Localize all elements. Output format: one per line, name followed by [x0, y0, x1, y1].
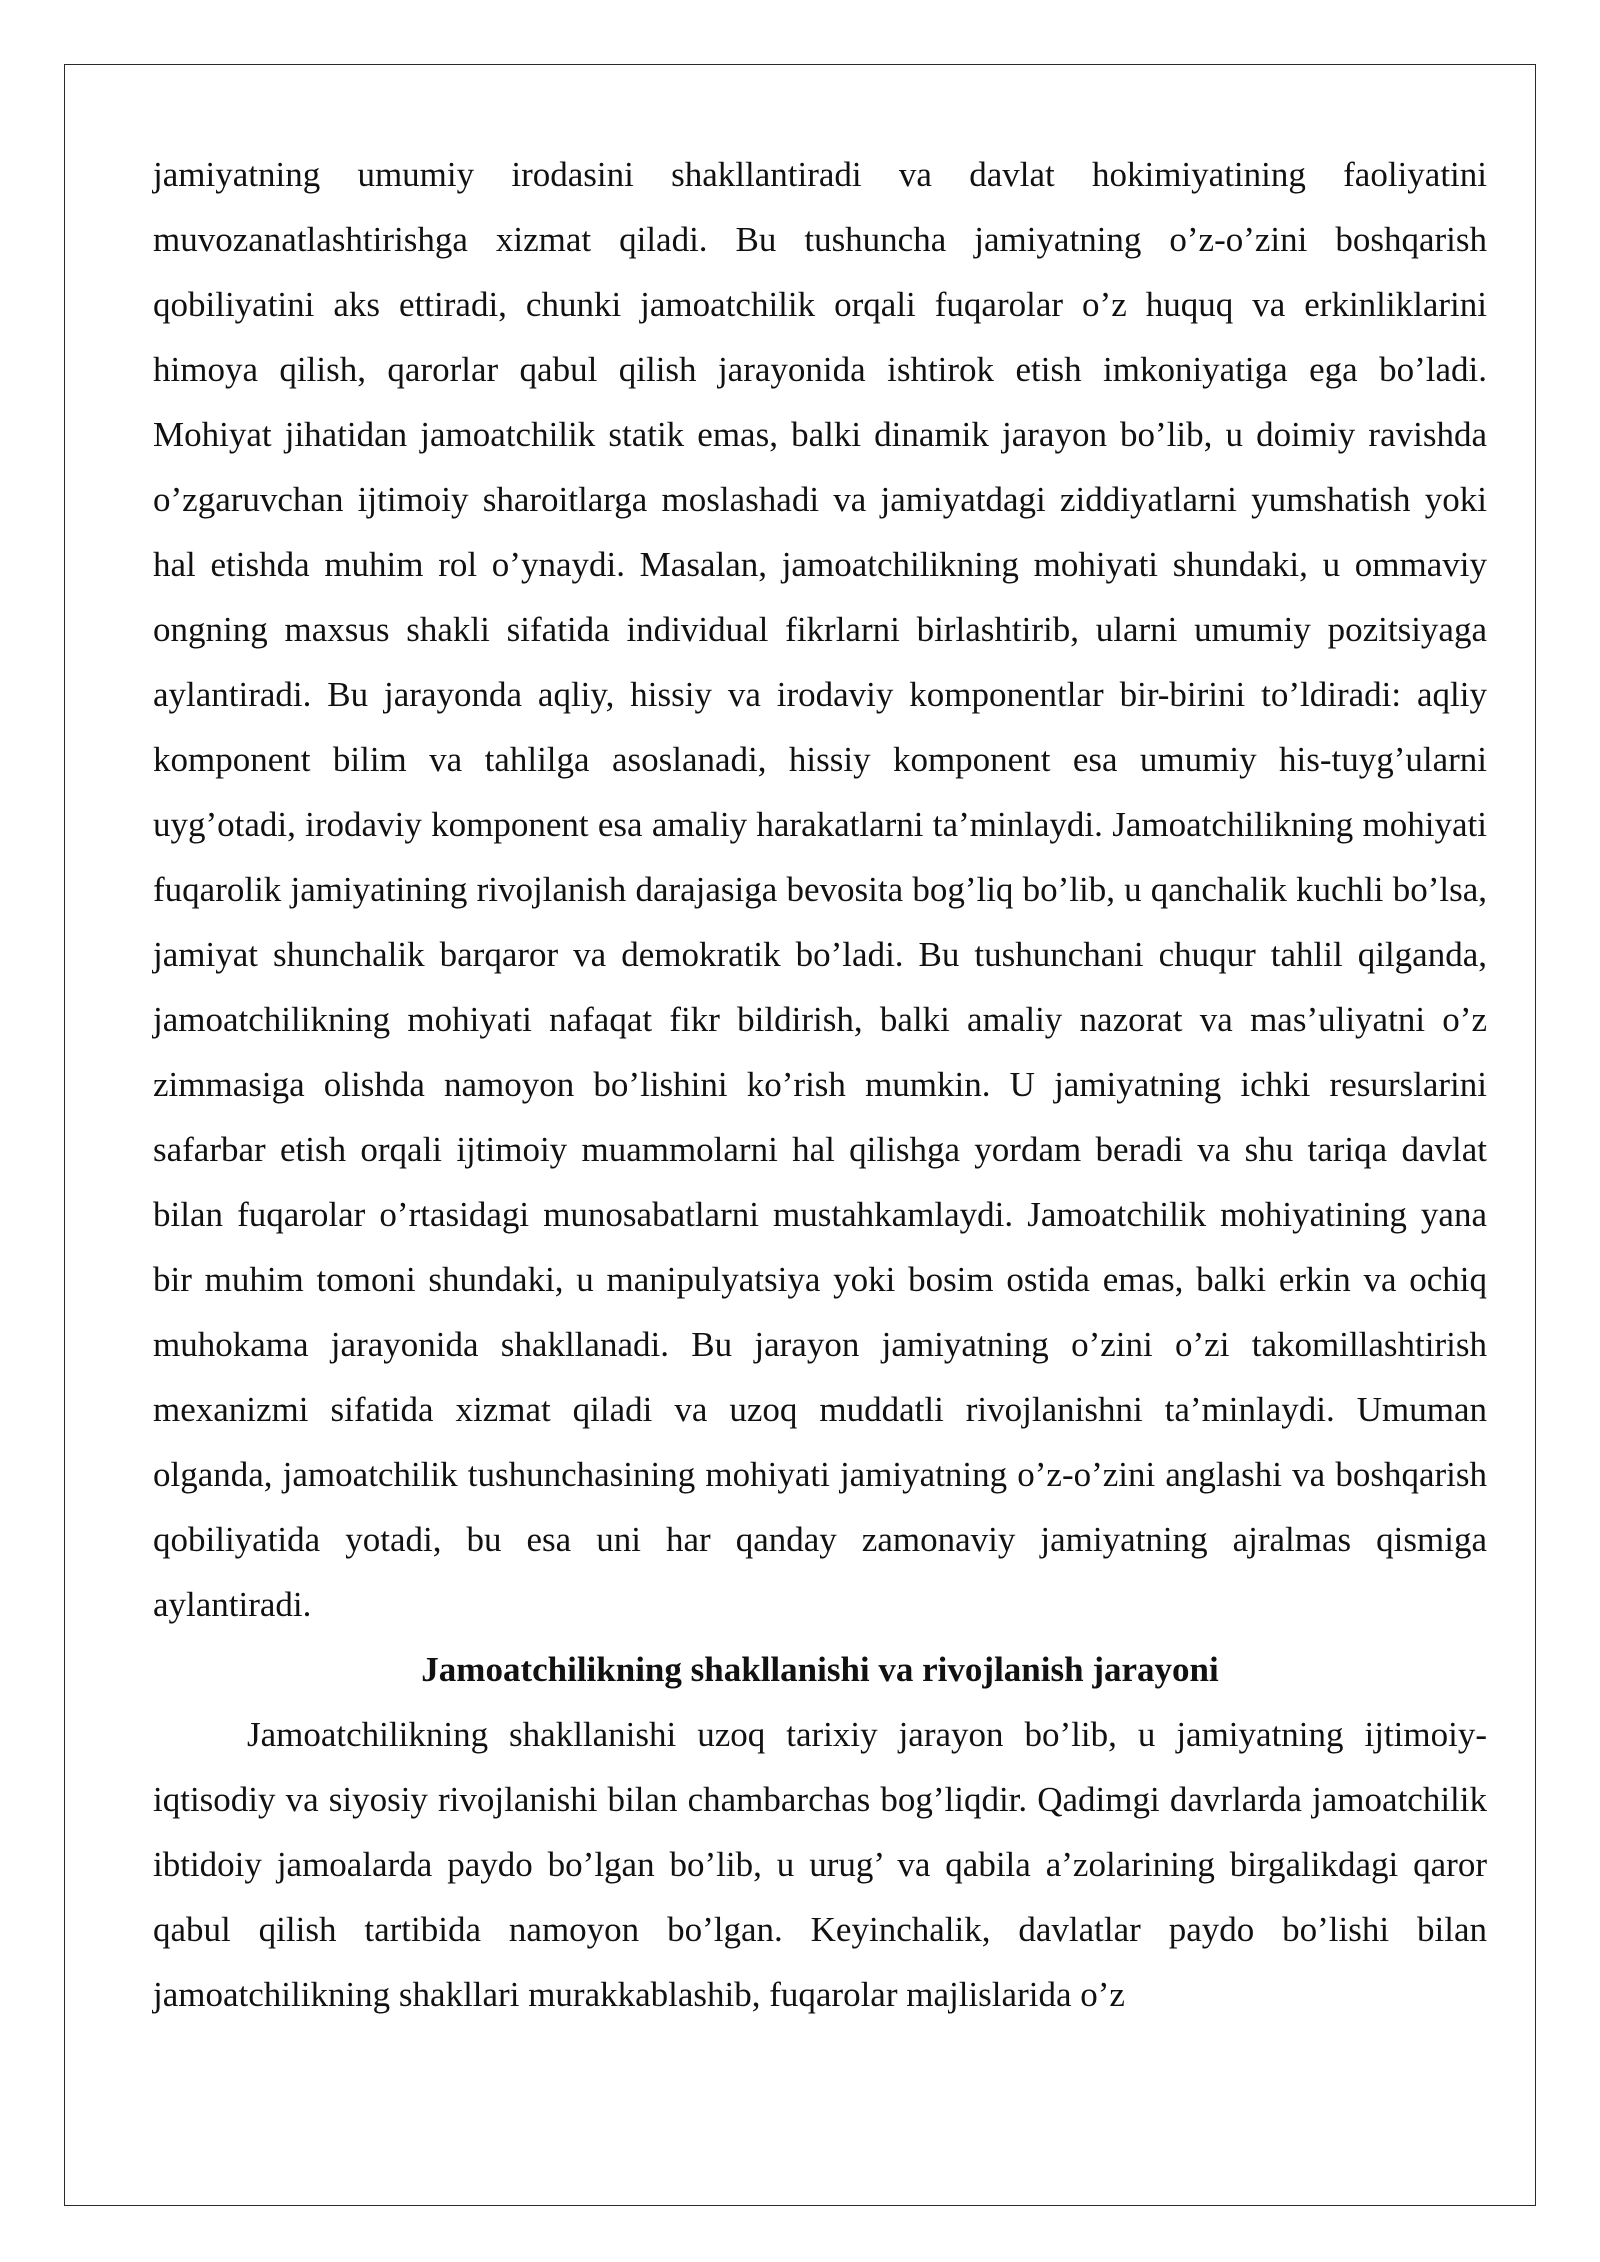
- body-paragraph: jamiyatning umumiy irodasini shakllantiradi va davlat hokimiyatining faoliyatini muvozanatlashtirishga xizmat qiladi. Bu tushuncha jamiyatning o’z-o’zini boshqarish qobiliyatini aks ettiradi, chunki jamoatchilik orqali fuqarolar o’z huquq va erkinliklarini himoya qilish, qarorlar qabul qilish jarayonida ishtirok etish imkoniyatiga ega bo’ladi. Mohiyat jihatidan jamoatchilik statik emas, balki dinamik jarayon bo’lib, u doimiy ravishda o’zgaruvchan ijtimoiy sharoitlarga moslashadi va jamiyatdagi ziddiyatlarni yumshatish yoki hal etishda muhim rol o’ynaydi. Masalan, jamoatchilikning mohiyati shundaki, u ommaviy ongning maxsus shakli sifatida individual fikrlarni birlashtirib, ularni umumiy pozitsiyaga aylantiradi. Bu jarayonda aqliy, hissiy va irodaviy komponentlar bir-birini to’ldiradi: aqliy komponent bilim va tahlilga asoslanadi, hissiy komponent esa umumiy his-tuyg’ularni uyg’otadi, irodaviy komponent esa amaliy harakatlarni ta’minlaydi. Jamoatchilikning mohiyati fuqarolik jamiyatining rivojlanish darajasiga bevosita bog’liq bo’lib, u qanchalik kuchli bo’lsa, jamiyat shunchalik barqaror va demokratik bo’ladi. Bu tushunchani chuqur tahlil qilganda, jamoatchilikning mohiyati nafaqat fikr bildirish, balki amaliy nazorat va mas’uliyatni o’z zimmasiga olishda namoyon bo’lishini ko’rish mumkin. U jamiyatning ichki resurslarini safarbar etish orqali ijtimoiy muammolarni hal qilishga yordam beradi va shu tariqa davlat bilan fuqarolar o’rtasidagi munosabatlarni mustahkamlaydi. Jamoatchilik mohiyatining yana bir muhim tomoni shundaki, u manipulyatsiya yoki bosim ostida emas, balki erkin va ochiq muhokama jarayonida shakllanadi. Bu jarayon jamiyatning o’zini o’zi takomillashtirish mexanizmi sifatida xizmat qiladi va uzoq muddatli rivojlanishni ta’minlaydi. Umuman olganda, jamoatchilik tushunchasining mohiyati jamiyatning o’z-o’zini anglashi va boshqarish qobiliyatida yotadi, bu esa uni har qanday zamonaviy jamiyatning ajralmas qismiga aylantiradi.: [153, 155, 1487, 1624]
- body-paragraph: Jamoatchilikning shakllanishi uzoq tarixiy jarayon bo’lib, u jamiyatning ijtimoiy-iqtisodiy va siyosiy rivojlanishi bilan chambarchas bog’liqdir. Qadimgi davrlarda jamoatchilik ibtidoiy jamoalarda paydo bo’lgan bo’lib, u urug’ va qabila a’zolarining birgalikdagi qaror qabul qilish tartibida namoyon bo’lgan. Keyinchalik, davlatlar paydo bo’lishi bilan jamoatchilikning shakllari murakkablashib, fuqarolar majlislarida o’z: [153, 1715, 1487, 2014]
- section-heading: Jamoatchilikning shakllanishi va rivojlanish jarayoni: [421, 1650, 1219, 1689]
- document-body: [153, 142, 1487, 2027]
